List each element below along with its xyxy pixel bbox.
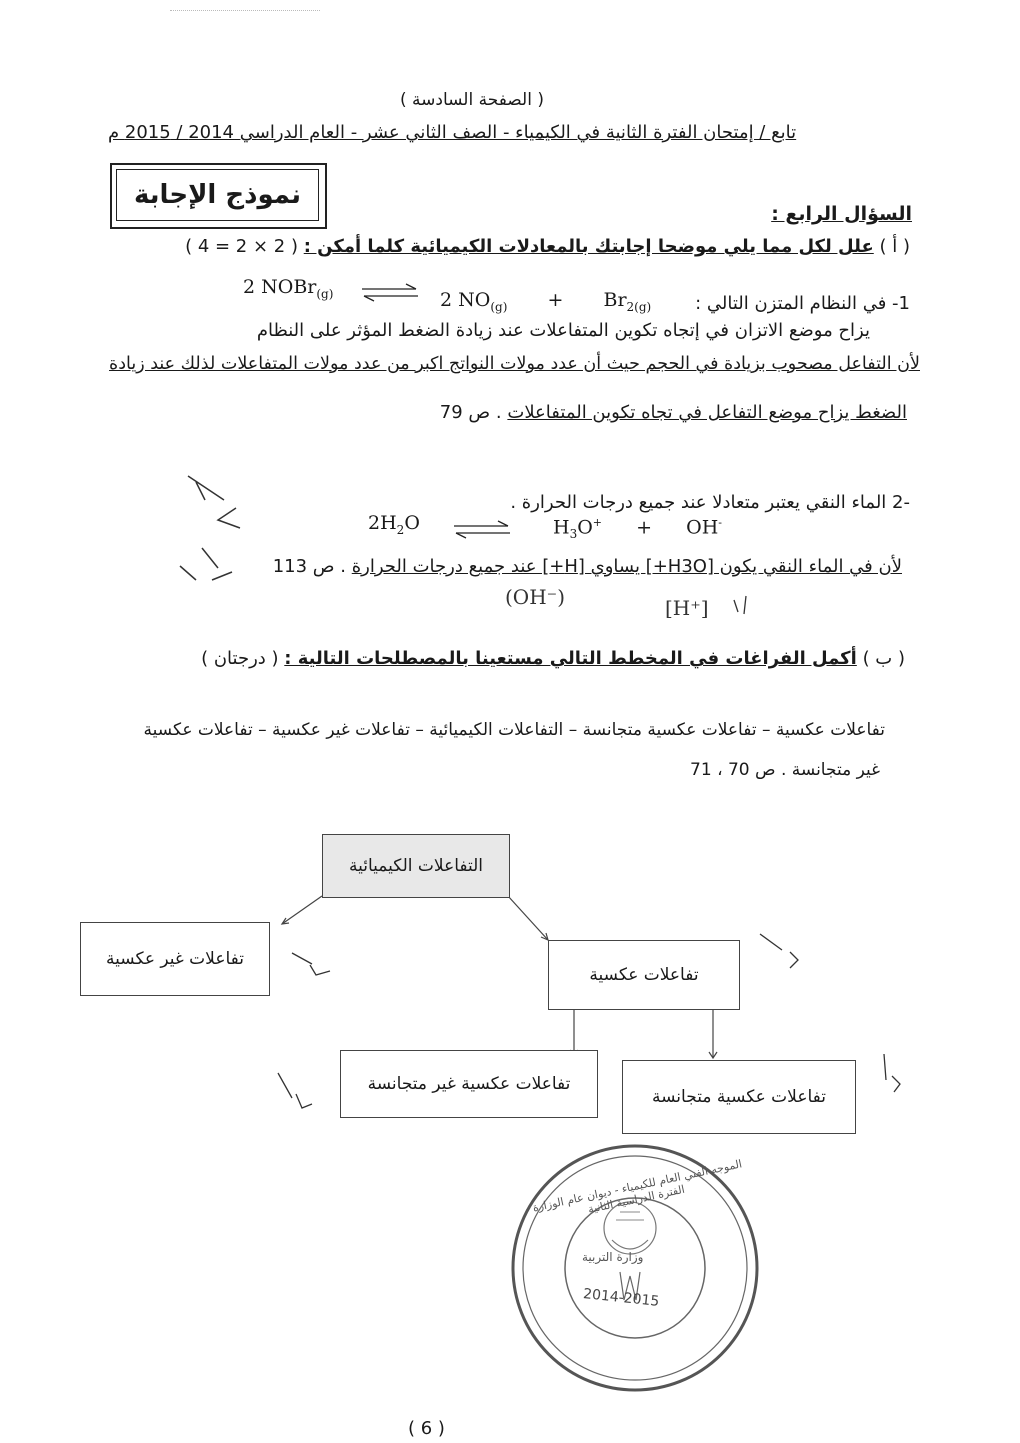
stamp-outer-text: الموجه الفني العام للكيمياء - ديوان عام الوزارة - الفترة الدراسية الثانية: [524, 1157, 744, 1216]
part-b-marks: ( درجتان ): [201, 648, 279, 669]
item1-statement: يزاح موضع الاتزان في إتجاه تكوين المتفاعلات عند زيادة الضغط المؤثر على النظام: [256, 320, 870, 341]
item2-page-ref: . ص 113: [272, 556, 346, 577]
diagram-reversible-label: تفاعلات عكسية: [589, 965, 699, 985]
eq2-product1: H: [553, 516, 570, 539]
part-b-instruction: أكمل الفراغات في المخطط التالي مستعينا بالمصطلحات التالية :: [284, 648, 857, 669]
eq2-product2-sup: -: [718, 516, 722, 529]
item2-answer: لأن في الماء النقي يكون [H3O+] يساوي [H+] عند جميع درجات الحرارة: [351, 556, 902, 577]
item1-number: 1-: [892, 293, 910, 314]
eq1-product1: 2 NO: [440, 289, 491, 311]
eq1-product2: Br: [603, 289, 627, 311]
eq1-product1-state: (g): [490, 299, 508, 314]
item2-text: الماء النقي يعتبر متعادلا عند جميع درجات الحرارة .: [510, 492, 887, 513]
item1-text: في النظام المتزن التالي :: [695, 293, 887, 314]
stamp-ministry: وزارة التربية: [582, 1250, 644, 1264]
answer-model-label: نموذج الإجابة: [134, 180, 301, 210]
item1-page-ref: . ص 79: [439, 402, 502, 423]
handwritten-oh: (OH⁻): [505, 585, 565, 609]
diagram-heterogeneous-box: [340, 1050, 598, 1118]
eq1-plus: +: [547, 289, 564, 311]
eq2-product1-sup: +: [592, 516, 603, 529]
diagram-irreversible-label: تفاعلات غير عكسية: [106, 949, 244, 969]
eq2-product1-sub: 3: [569, 527, 578, 542]
diagram-root-label: التفاعلات الكيميائية: [348, 856, 484, 876]
diagram-root-box: [322, 834, 510, 898]
exam-title: تابع / إمتحان الفترة الثانية في الكيمياء - الصف الثاني عشر - العام الدراسي 2014 / 2015 م: [108, 122, 797, 143]
diagram-homogeneous-box: [622, 1060, 856, 1134]
eq1-product2-sub: 2(g): [626, 299, 652, 314]
item2-number: -2: [892, 492, 910, 513]
part-a-instruction: علل لكل مما يلي موضحا إجابتك بالمعادلات الكيميائية كلما أمكن :: [303, 236, 874, 257]
eq2-reactant: 2H: [368, 512, 397, 534]
part-b-terms-line2: غير متجانسة .: [780, 760, 880, 780]
diagram-irreversible-box: [80, 922, 270, 996]
eq2-plus: +: [636, 516, 653, 539]
diagram-heterogeneous-label: تفاعلات عكسية غير متجانسة: [367, 1074, 571, 1094]
eq2-reactant-sub: 2: [396, 522, 405, 537]
question-title: السؤال الرابع :: [771, 203, 912, 225]
eq2-product2: OH: [686, 516, 719, 539]
part-b-label: ( ب ): [862, 648, 905, 669]
part-b-page-ref: ص 70 ، 71: [690, 760, 776, 780]
eq1-reactant-state: (g): [316, 286, 334, 301]
eq2-reactant-tail: O: [404, 512, 420, 534]
eq2-product1-tail: O: [577, 516, 593, 539]
item1-answer-line2: الضغط يزاح موضع التفاعل في تجاه تكوين المتفاعلات: [507, 402, 907, 423]
page-label: ( الصفحة السادسة ): [400, 90, 544, 110]
page-number: ( 6 ): [408, 1418, 445, 1439]
part-a-label: ( أ ): [879, 236, 910, 257]
part-b-terms-line1: تفاعلات عكسية – تفاعلات عكسية متجانسة – التفاعلات الكيميائية – تفاعلات غير عكسية – تفاعلات عكسية: [143, 720, 885, 740]
diagram-homogeneous-label: تفاعلات عكسية متجانسة: [652, 1087, 826, 1107]
part-a-marks: ( 2 × 2 = 4 ): [185, 236, 298, 257]
eq1-reactant: 2 NOBr: [243, 276, 317, 298]
handwritten-h: [H⁺]: [665, 596, 709, 620]
stamp-year: 2014-2015: [582, 1286, 660, 1310]
diagram-reversible-box: [548, 940, 740, 1010]
item1-answer-line1: لأن التفاعل مصحوب بزيادة في الحجم حيث أن عدد مولات النواتج اكبر من عدد مولات المتفاعلات لذلك عند زيادة: [109, 354, 920, 374]
